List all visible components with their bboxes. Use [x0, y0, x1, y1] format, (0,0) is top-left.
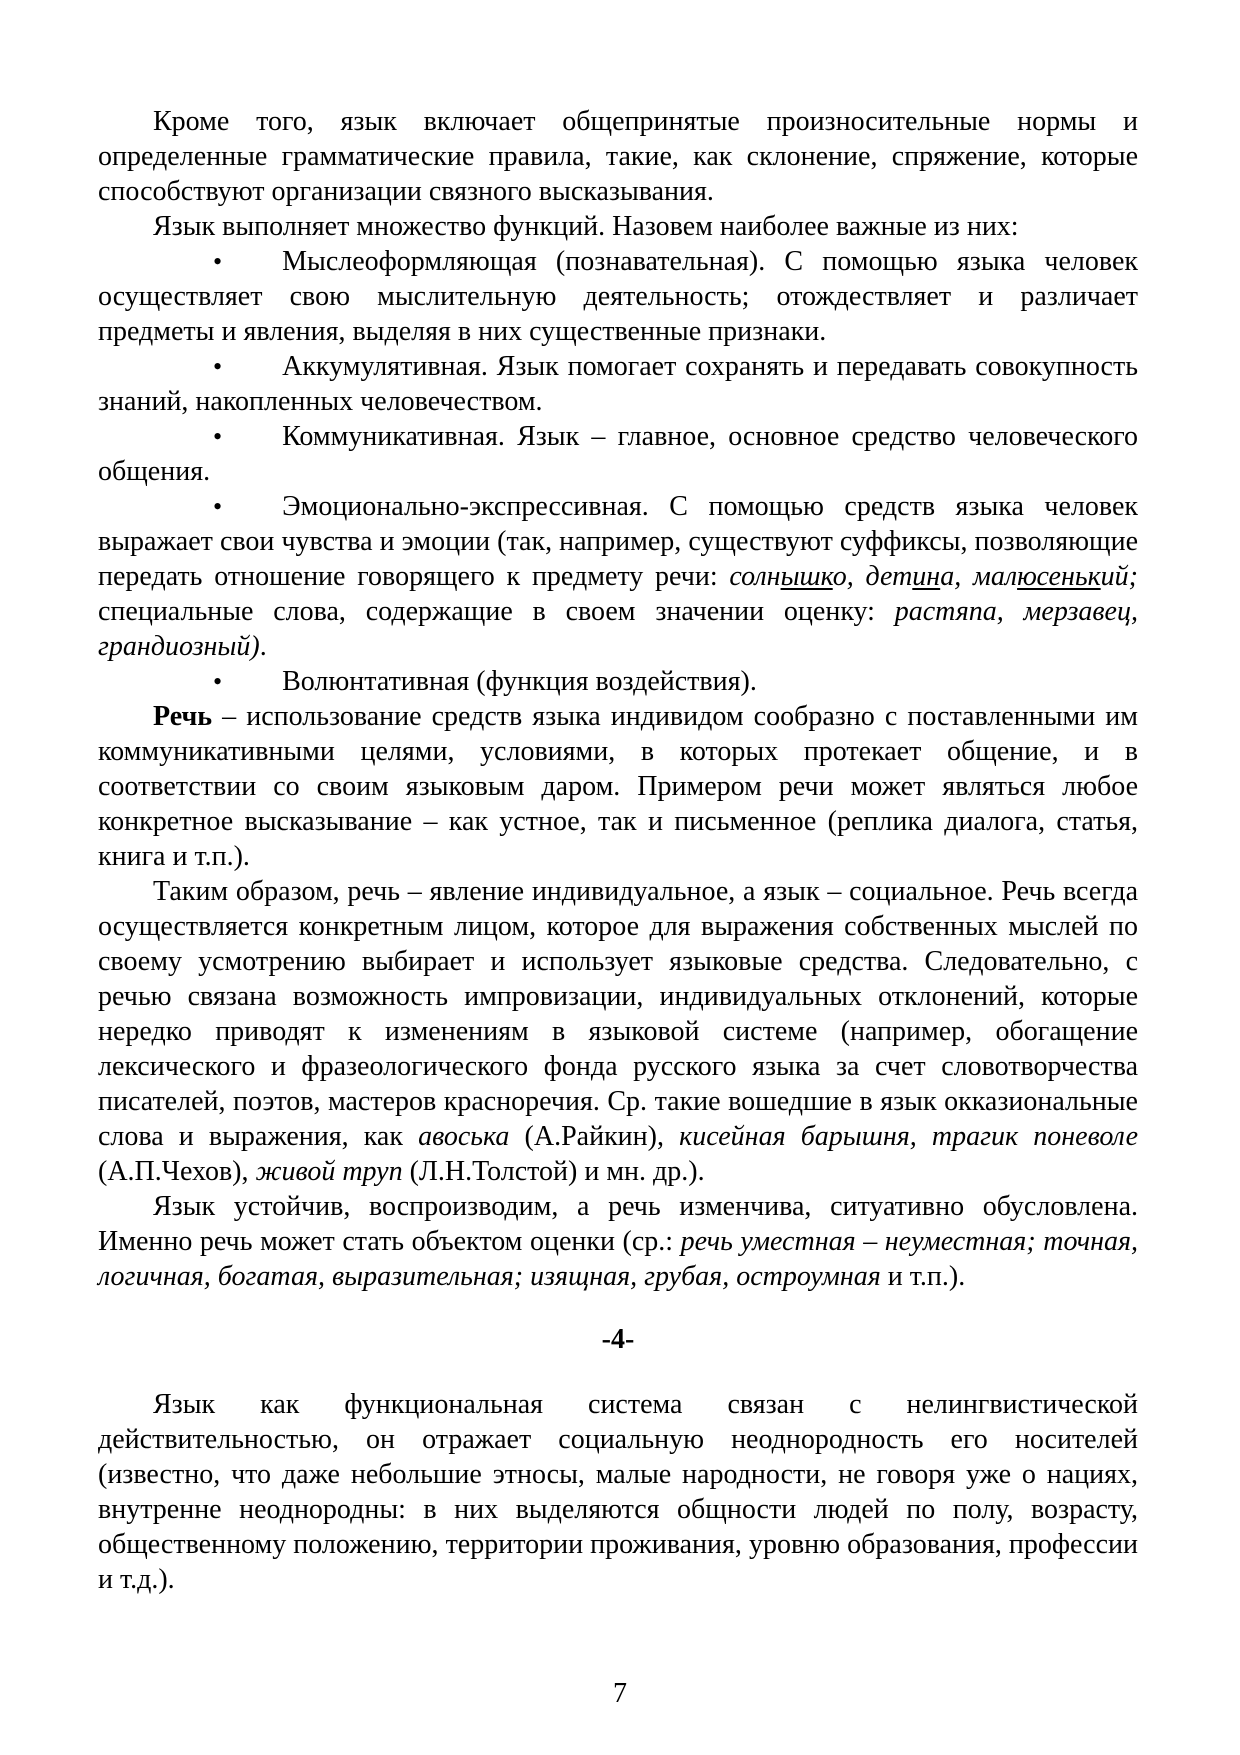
text-run: Речь [153, 701, 213, 732]
bullet-icon: • [213, 247, 223, 276]
bullet-icon: • [213, 352, 223, 381]
text-run: Аккумулятивная. Язык помогает сохранять и передавать совокупность знаний, накопленных человечеством. [98, 351, 1138, 417]
text-run: юсеньк [1017, 561, 1101, 592]
bullet-item [98, 244, 1138, 349]
paragraph [98, 104, 1138, 209]
bullet-item [98, 489, 1138, 664]
text-run: Язык выполняет множество функций. Назовем наиболее важные из них: [153, 211, 1019, 242]
text-run: -4- [601, 1324, 635, 1355]
text-run: ий; [1100, 561, 1138, 592]
paragraph [98, 874, 1138, 1189]
paragraph [98, 699, 1138, 874]
bullet-icon: • [213, 422, 223, 451]
paragraph [98, 209, 1138, 244]
section-heading [98, 1322, 1138, 1357]
text-run: Язык устойчив, воспроизводим, а речь изменчива, ситуативно обусловлена. Именно речь может стать объектом оценки (ср.: [98, 1191, 1138, 1257]
text-run: – использование средств языка индивидом сообразно с поставленными им коммуникативными целями, условиями, в которых протекает общение, и в соответствии со своим языковым даром. Примером речи может являться любое конкретное высказывание – как устное, так и письменное (реплика диалога, статья, книга и т.п.). [98, 701, 1138, 872]
text-run: солн [729, 561, 781, 592]
bullet-icon: • [213, 667, 223, 696]
text-run: (А.П.Чехов), [98, 1156, 256, 1187]
text-run: и т.п.). [880, 1261, 966, 1292]
text-run: о, дет [832, 561, 913, 592]
text-run: Кроме того, язык включает общепринятые произносительные нормы и определенные грамматические правила, такие, как склонение, спряжение, которые способствуют организации связного высказывания. [98, 106, 1138, 207]
text-run: Волюнтативная (функция воздействия). [282, 666, 757, 697]
bullet-icon: • [213, 492, 223, 521]
paragraph [98, 1387, 1138, 1597]
text-column [98, 104, 1138, 1597]
text-run: Мыслеоформляющая (познавательная). С помощью языка человек осуществляет свою мыслительную деятельность; отождествляет и различает предметы и явления, выделяя в них существенные признаки. [98, 246, 1138, 347]
text-run: а, мал [940, 561, 1018, 592]
text-run: ин [912, 561, 941, 592]
text-run: ышк [780, 561, 833, 592]
text-run: специальные слова, содержащие в своем значении оценку: [98, 596, 895, 627]
paragraph [98, 1189, 1138, 1294]
bullet-item [98, 664, 1138, 699]
text-run: авоська [418, 1121, 510, 1152]
bullet-item [98, 349, 1138, 419]
text-run: речь уместная – неуместная; точная, логичная, богатая, выразительная; изящная, грубая, остроумная [98, 1226, 1138, 1292]
text-run: Таким образом, речь – явление индивидуальное, а язык – социальное. Речь всегда осуществляется конкретным лицом, которое для выражения собственных мыслей по своему усмотрению выбирает и использует языковые средства. Следовательно, с речью связана возможность импровизации, индивидуальных отклонений, которые нередко приводят к изменениям в языковой системе (например, обогащение лексического и фразеологического фонда русского языка за счет словотворчества писателей, поэтов, мастеров красноречия. Ср. такие вошедшие в язык окказиональные слова и выражения, как [98, 876, 1138, 1152]
page-number: 7 [613, 1678, 627, 1709]
text-run: Коммуникативная. Язык – главное, основное средство человеческого общения. [98, 421, 1138, 487]
text-run: кисейная барышня, трагик поневоле [679, 1121, 1139, 1152]
text-run: Язык как функциональная система связан с нелингвистической действительностью, он отражает социальную неоднородность его носителей (известно, что даже небольшие этносы, малые народности, не говоря уже о нациях, внутренне неоднородны: в них выделяются общности людей по полу, возрасту, общественному положению, территории проживания, уровню образования, профессии и т.д.). [98, 1389, 1138, 1595]
text-run: . [259, 631, 267, 662]
text-run: растяпа, мерзавец, грандиозный) [98, 596, 1138, 662]
text-run: (А.Райкин), [509, 1121, 680, 1152]
text-run: живой труп [255, 1156, 403, 1187]
text-run: Эмоционально-экспрессивная. С помощью средств языка человек выражает свои чувства и эмоции (так, например, существуют суффиксы, позволяющие передать отношение говорящего к предмету речи: [98, 491, 1138, 592]
bullet-item [98, 419, 1138, 489]
text-run: (Л.Н.Толстой) и мн. др.). [402, 1156, 705, 1187]
